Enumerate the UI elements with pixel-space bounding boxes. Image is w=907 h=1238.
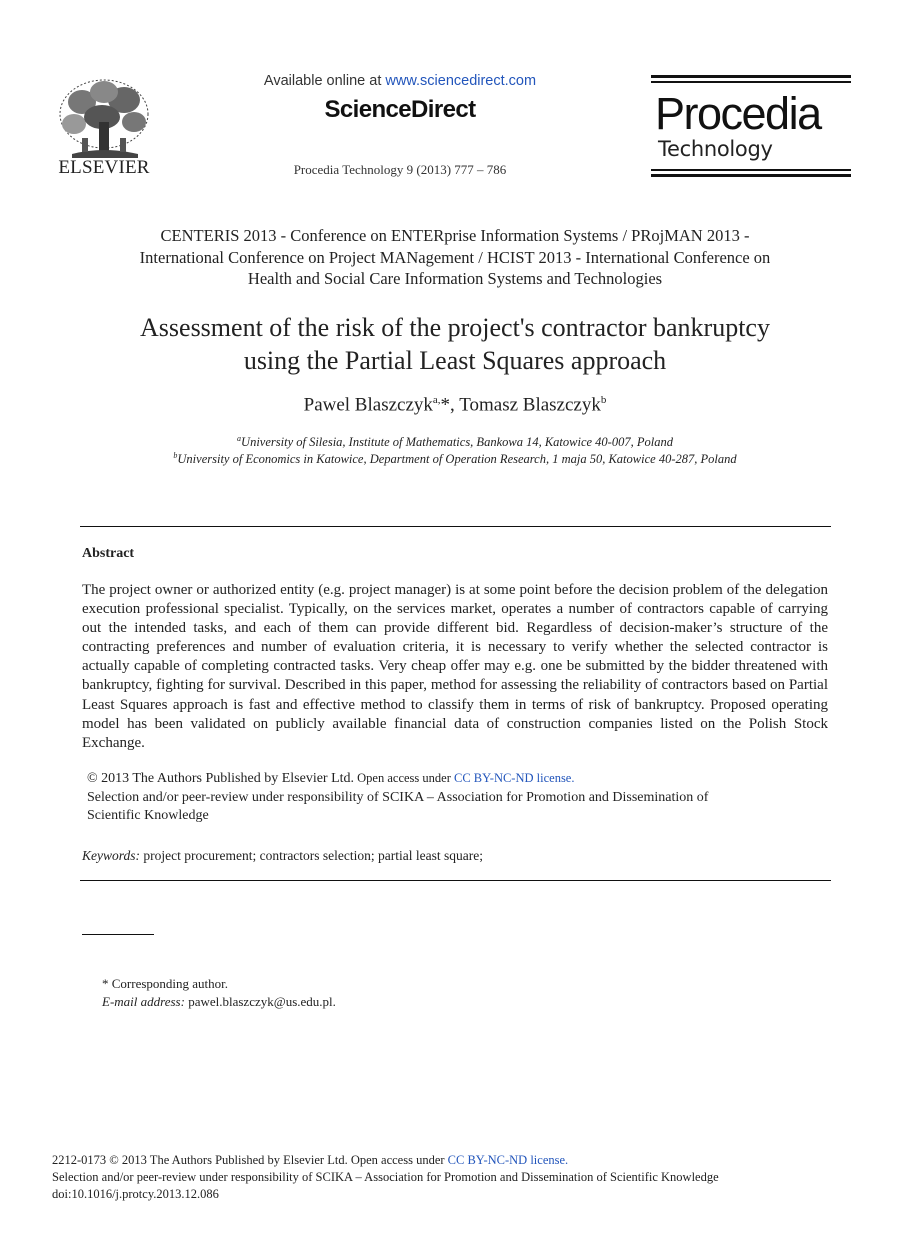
corresponding-author: * Corresponding author. (102, 976, 229, 991)
author-affiliation-mark: a, (432, 394, 441, 406)
email-line (102, 994, 336, 1010)
procedia-rule (651, 174, 851, 177)
keywords-label: Keywords: (82, 848, 140, 863)
sciencedirect-link[interactable]: www.sciencedirect.com (385, 73, 537, 89)
title-line: using the Partial Least Squares approach (243, 346, 667, 375)
abstract-body: The project owner or authorized entity (e.g. project manager) is at some point before the decision problem of the delegation execution professional specialist. Typically, on the services market, operates a number of contractors capable of carrying out the intended tasks, and each of them can provide different bid. Regardless of decision-maker’s structure of the contracting preferences and number of evaluation criteria, it is necessary to verify whether the selected contractor is actually capable of completing contracted tasks. Very cheap offer may e.g. one be submitted by the bidder threatened with bankruptcy, fighting for survival. Described in this paper, method for assessing the reliability of contractors based on Partial Least Squares approach is fast and effective method to classify them in terms of risk of bankruptcy. Proposed operating model has been validated on publicly available financial data of construction companies listed on the Polish Stock Exchange. (82, 582, 828, 751)
journal-reference: Procedia Technology 9 (2013) 777 – 786 (293, 162, 507, 177)
footer-doi: doi:10.1016/j.protcy.2013.12.086 (52, 1187, 219, 1201)
divider (80, 880, 831, 881)
keywords-text: project procurement; contractors selection; partial least square; (140, 848, 483, 863)
email-label: E-mail address: (102, 994, 185, 1009)
peer-review-line: Selection and/or peer-review under responsibility of SCIKA – Association for Promotion and Dissemination of (87, 789, 709, 805)
available-prefix: Available online at (263, 73, 386, 89)
conference-name (80, 225, 830, 290)
affiliation-mark: a (237, 434, 242, 443)
authors (100, 394, 810, 416)
procedia-rule (651, 81, 851, 83)
abstract-heading: Abstract (82, 546, 135, 561)
footer-license-link[interactable]: CC BY-NC-ND license. (447, 1153, 569, 1167)
keywords (82, 848, 828, 864)
footer-issn (52, 1153, 852, 1168)
conference-line: International Conference on Project MANagement / HCIST 2013 - International Conference on (139, 247, 771, 267)
author-separator: , (450, 394, 460, 416)
email-address: pawel.blaszczyk@us.edu.pl. (184, 994, 336, 1009)
peer-review-line: Scientific Knowledge (87, 808, 209, 823)
license-link[interactable]: CC BY-NC-ND license. (454, 771, 575, 785)
author-name: Pawel Blaszczyk (303, 394, 433, 416)
author-affiliation-mark: b (600, 394, 607, 406)
author-name: Tomasz Blaszczyk (459, 394, 601, 416)
available-online (200, 73, 600, 89)
affiliation (60, 434, 850, 450)
publisher-name: ELSEVIER (58, 157, 150, 178)
conference-line: Health and Social Care Information Systems and Technologies (247, 269, 663, 288)
open-access-text: Open access under (354, 771, 454, 785)
affiliation-text: University of Silesia, Institute of Mathematics, Bankowa 14, Katowice 40-007, Poland (241, 435, 673, 450)
affiliation-mark: b (173, 451, 178, 460)
divider (80, 526, 831, 527)
copyright-block (87, 769, 807, 826)
copyright-line (87, 769, 807, 789)
procedia-subtitle: Technology (658, 137, 773, 161)
footer-peer-review: Selection and/or peer-review under responsibility of SCIKA – Association for Promotion and Dissemination of Scientific Knowledge (52, 1170, 719, 1184)
copyright-text: © 2013 The Authors Published by Elsevier Ltd. (87, 771, 355, 786)
corresponding-mark: * (440, 394, 451, 416)
conference-line: CENTERIS 2013 - Conference on ENTERprise Information Systems / PRojMAN 2013 - (160, 226, 750, 245)
sciencedirect-logo: ScienceDirect (324, 96, 476, 123)
footer-copyright: 2212-0173 © 2013 The Authors Published by Elsevier Ltd. Open access under (52, 1153, 448, 1167)
paper-title (60, 311, 850, 377)
procedia-logo: Procedia (655, 88, 821, 139)
affiliation (60, 451, 850, 467)
procedia-rule (651, 75, 851, 78)
title-line: Assessment of the risk of the project's contractor bankruptcy (140, 313, 770, 342)
affiliation-text: University of Economics in Katowice, Department of Operation Research, 1 maja 50, Katowice 40-287, Poland (177, 452, 737, 467)
procedia-rule (651, 169, 851, 171)
footnote-rule (82, 934, 154, 935)
